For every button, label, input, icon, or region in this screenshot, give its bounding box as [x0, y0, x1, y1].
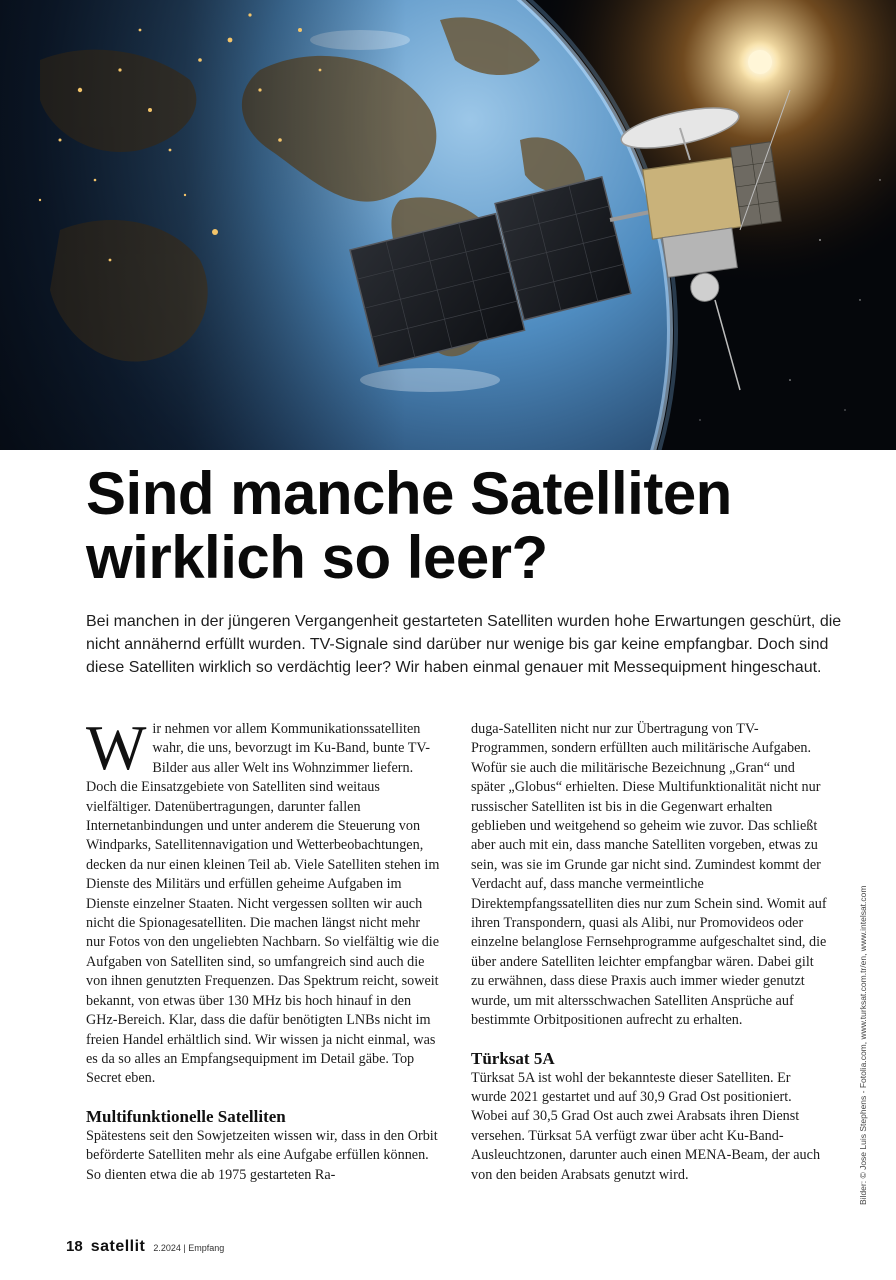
hero-image: [0, 0, 896, 450]
drop-cap: W: [86, 712, 147, 783]
section-heading-turksat: Türksat 5A: [471, 1048, 555, 1068]
intro-paragraph-text: ir nehmen vor allem Kommunikationssatelliten wahr, die uns, bevorzugt im Ku-Band, bunte TV-Bilder aus aller Welt ins Wohnzimmer liefern. Doch die Einsatzgebiete von Satelliten sind weitaus vielfältiger. Datenübertragungen, darunter fallen Internetanbindungen und unter anderem die Steuerung von Windparks, Satellitennavigation und Wetterbeobachtungen, decken da nur einen kleinen Teil ab. Viele Satelliten stehen im Dienste des Militärs und erfüllen geheime Aufgaben im Dienste einzelner Staaten. Nicht vergessen sollten wir auch nicht die Spionagesatelliten. Die machen längst nicht mehr nur Fotos von den ungeliebten Nachbarn. So vielfältig wie die Aufgaben von Satelliten sind, so umfangreich sind auch die von ihnen genutzten Frequenzen. Das Spektrum reicht, soweit bekannt, von etwas über 130 MHz bis hoch hinauf in den GHz-Bereich. Klar, dass die dafür benötigten LNBs nicht im freien Handel erhältlich sind. Wir wissen ja nicht einmal, was es da so alles an Empfangsequipment im Detail gäbe. Top Secret eben.: [86, 721, 440, 1087]
text-column-right: [471, 720, 827, 1185]
intro-paragraph: [86, 712, 440, 1089]
page-footer: [66, 1238, 224, 1258]
page-number: 18: [66, 1238, 83, 1255]
section-paragraph-turksat: Türksat 5A ist wohl der bekannteste dieser Satelliten. Er wurde 2021 gestartet und auf 30,9 Grad Ost positioniert. Wobei auf 30,5 Grad Ost auch zwei Arabsats ihren Dienst versehen. Türksat 5A verfügt zwar über acht Ku-Band-Ausleuchtzonen, darunter auch einen MENA-Beam, der auch von den beiden Arabsats genutzt wird.: [471, 1069, 821, 1183]
issue-info: 2.2024 | Empfang: [153, 1243, 225, 1253]
article-lead: Bei manchen in der jüngeren Vergangenheit gestarteten Satelliten wurden hohe Erwartungen geschürt, die nicht annähernd erfüllt wurden. TV-Signale sind darüber nur wenige bis gar keine empfangbar. Doch sind diese Satelliten wirklich so verdächtig leer? Wir haben einmal genauer mit Messequipment hingeschaut.: [86, 613, 842, 676]
earth-satellite-illustration: [0, 0, 896, 450]
headline-line-1: Sind manche Satelliten: [86, 460, 732, 527]
continuation-paragraph: duga-Satelliten nicht nur zur Übertragung von TV-Programmen, sondern erfüllten auch militärische Aufgaben. Wofür sie auch die militärische Bezeichnung „Gran“ und später „Globus“ erhielten. Diese Multifunktionalität nicht nur russischer Satelliten ist bis in die Gegenwart erhalten geblieben und weitgehend so geheim wie zuvor. Das schließt aber auch mit ein, dass manche Satelliten vorgeben, etwas zu sein, was sie im Grunde gar nicht sind. Zumindest kommt der Verdacht auf, dass manche vermeintliche Direktempfangssatelliten dies nur zum Schein sind. Womit auf ihren Transpondern, quasi als Alibi, nur Promovideos oder einzelne belanglose Fernsehprogramme aufgeschaltet sind, die über andere Satelliten leichter empfangbar wären. Dabei gilt zu erwähnen, dass diese Praxis auch immer wieder genutzt wurde, um mit altersschwachen Satelliten Ansprüche auf bestimmte Orbitpositionen aufrecht zu erhalten.: [471, 721, 827, 1029]
section-heading-multifunktionell: Multifunktionelle Satelliten: [86, 1106, 286, 1126]
section-paragraph-multifunktionell: Spätestens seit den Sowjetzeiten wissen wir, dass in den Orbit beförderte Satelliten mehr als eine Aufgabe erfüllen können. So dienten etwa die ab 1975 gestarteten Ra-: [86, 1127, 438, 1183]
headline-line-2: wirklich so leer?: [86, 524, 548, 591]
magazine-logo: satellit: [90, 1238, 146, 1255]
image-credit: Bilder: © Jose Luis Stephens - Fotolia.com, www.turksat.com.tr/en, www.intelsat.com: [858, 885, 868, 1205]
text-column-left: [86, 712, 440, 1185]
article-headline: [86, 462, 866, 590]
